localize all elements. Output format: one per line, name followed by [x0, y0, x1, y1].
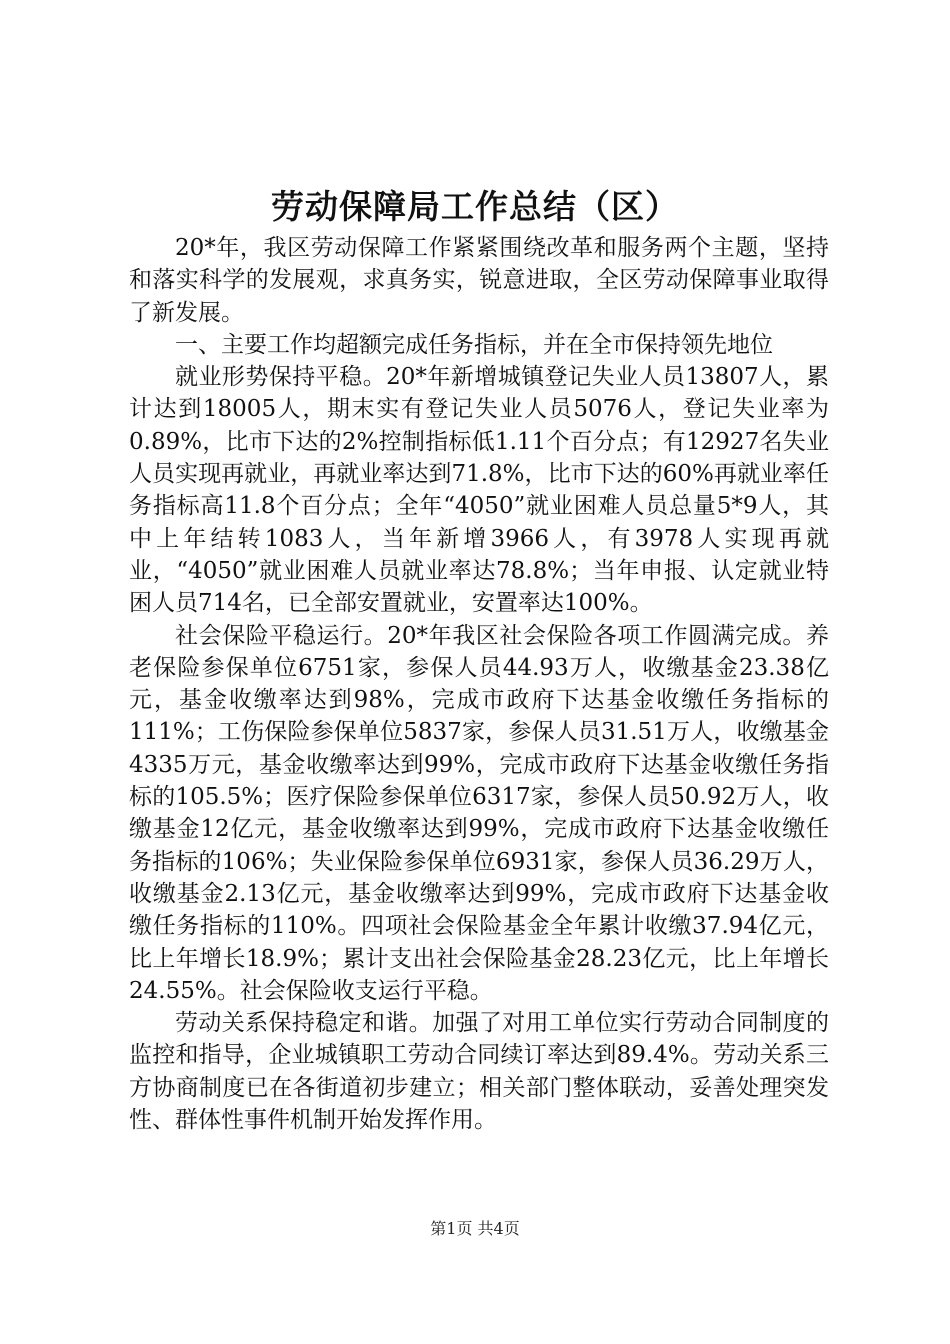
intro-paragraph: 20*年，我区劳动保障工作紧紧围绕改革和服务两个主题，坚持和落实科学的发展观，求真务实，锐意进取，全区劳动保障事业取得了新发展。 [129, 235, 829, 326]
social-insurance-paragraph: 社会保险平稳运行。20*年我区社会保险各项工作圆满完成。养老保险参保单位6751家，参保人员44.93万人，收缴基金23.38亿元，基金收缴率达到98%，完成市政府下达基金收缴任务指标的111%；工伤保险参保单位5837家，参保人员31.51万人，收缴基金4335万元，基金收缴率达到99%，完成市政府下达基金收缴任务指标的105.5%；医疗保险参保单位6317家，参保人员50.92万人，收缴基金12亿元，基金收缴率达到99%，完成市政府下达基金收缴任务指标的106%；失业保险参保单位6931家，参保人员36.29万人，收缴基金2.13亿元，基金收缴率达到99%，完成市政府下达基金收缴任务指标的110%。四项社会保险基金全年累计收缴37.94亿元，比上年增长18.9%；累计支出社会保险基金28.23亿元，比上年增长24.55%。社会保险收支运行平稳。 [129, 622, 829, 1004]
labor-relations-paragraph: 劳动关系保持稳定和谐。加强了对用工单位实行劳动合同制度的监控和指导，企业城镇职工劳动合同续订率达到89.4%。劳动关系三方协商制度已在各街道初步建立；相关部门整体联动，妥善处理突发性、群体性事件机制开始发挥作用。 [129, 1010, 829, 1134]
document-title: 劳动保障局工作总结（区） [271, 187, 679, 226]
employment-paragraph: 就业形势保持平稳。20*年新增城镇登记失业人员13807人，累计达到18005人，期末实有登记失业人员5076人，登记失业率为0.89%，比市下达的2%控制指标低1.11个百分点；有12927名失业人员实现再就业，再就业率达到71.8%，比市下达的60%再就业率任务指标高11.8个百分点；全年“4050”就业困难人员总量5*9人，其中上年结转1083人，当年新增3966人，有3978人实现再就业，“4050”就业困难人员就业率达78.8%；当年申报、认定就业特困人员714名，已全部安置就业，安置率达100%。 [129, 364, 829, 617]
section-heading: 一、主要工作均超额完成任务指标，并在全市保持领先地位 [175, 331, 773, 358]
page-number-footer: 第1页 共4页 [430, 1219, 520, 1238]
document-body [129, 232, 829, 1136]
